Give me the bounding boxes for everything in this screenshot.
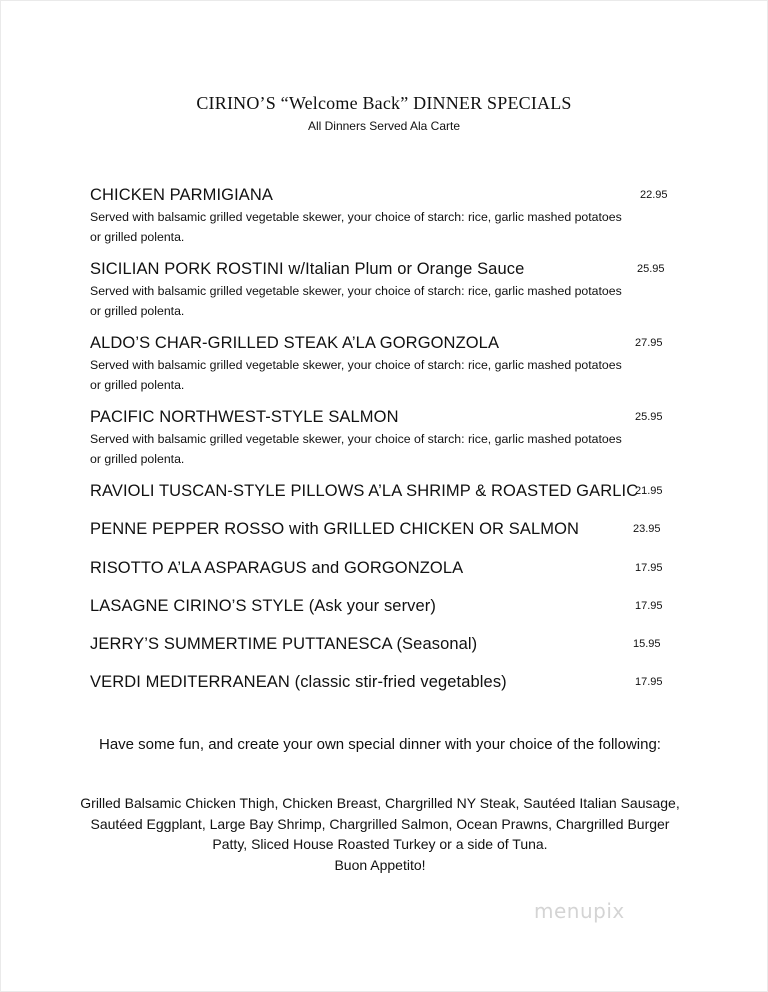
menu-item-description: Served with balsamic grilled vegetable skewer, your choice of starch: rice, garlic mashed potatoes or grilled polenta.	[90, 210, 622, 244]
menu-item	[90, 556, 670, 594]
menu-item-name: ALDO’S CHAR-GRILLED STEAK A’LA GORGONZOLA	[90, 334, 500, 352]
promo-closing: Buon Appetito!	[334, 856, 426, 873]
menu-item-price: 21.95	[635, 485, 663, 497]
menu-item-price: 22.95	[640, 189, 668, 201]
menu-item-name: PACIFIC NORTHWEST-STYLE SALMON	[90, 408, 399, 426]
promo-options-text: Grilled Balsamic Chicken Thigh, Chicken Breast, Chargrilled NY Steak, Sautéed Italian Sausage, Sautéed Eggplant, Large Bay Shrimp, Chargrilled Salmon, Ocean Prawns, Chargrilled Burger Patty, Sliced House Roasted Turkey or a side of Tuna.	[80, 795, 680, 852]
menu-item-price: 15.95	[633, 638, 661, 651]
menu-item-price: 25.95	[637, 263, 665, 275]
menu-item-description: Served with balsamic grilled vegetable skewer, your choice of starch: rice, garlic mashed potatoes or grilled polenta.	[90, 432, 622, 466]
menu-item	[90, 257, 670, 331]
menu-item-name: LASAGNE CIRINO’S STYLE (Ask your server)	[90, 596, 436, 615]
menu-item-description: Served with balsamic grilled vegetable skewer, your choice of starch: rice, garlic mashed potatoes or grilled polenta.	[90, 358, 622, 392]
menu-item-name: PENNE PEPPER ROSSO with GRILLED CHICKEN OR SALMON	[90, 520, 580, 539]
menu-subtitle: All Dinners Served Ala Carte	[307, 119, 461, 133]
menu-item-description: Served with balsamic grilled vegetable skewer, your choice of starch: rice, garlic mashed potatoes or grilled polenta.	[90, 284, 622, 318]
menu-item	[90, 594, 670, 632]
menu-item	[90, 517, 670, 555]
menu-item	[90, 405, 670, 479]
menu-item-price: 17.95	[635, 599, 663, 612]
menu-item-price: 17.95	[635, 561, 663, 574]
menu-item-price: 27.95	[635, 337, 663, 349]
menu-item-name: SICILIAN PORK ROSTINI w/Italian Plum or Orange Sauce	[90, 260, 525, 278]
menu-item	[90, 331, 670, 405]
menu-item	[90, 670, 670, 708]
menu-list	[90, 183, 670, 709]
menu-item-name: RISOTTO A’LA ASPARAGUS and GORGONZOLA	[90, 558, 464, 577]
menu-item	[90, 632, 670, 670]
menu-item-price: 23.95	[633, 523, 661, 536]
promo-section	[80, 793, 680, 875]
menu-title: CIRINO’S “Welcome Back” DINNER SPECIALS	[196, 93, 572, 113]
menu-item-name: RAVIOLI TUSCAN-STYLE PILLOWS A’LA SHRIMP & ROASTED GARLIC	[90, 482, 639, 500]
menu-item	[90, 183, 670, 257]
promo-heading: Have some fun, and create your own special dinner with your choice of the following:	[99, 736, 661, 753]
menu-item-name: VERDI MEDITERRANEAN (classic stir-fried vegetables)	[90, 673, 507, 692]
menu-item-price: 25.95	[635, 411, 663, 423]
menu-item-name: CHICKEN PARMIGIANA	[90, 186, 274, 204]
menu-item-price: 17.95	[635, 676, 663, 689]
watermark-logo: menupix	[534, 899, 625, 923]
menu-item-name: JERRY’S SUMMERTIME PUTTANESCA (Seasonal)	[90, 635, 478, 654]
menu-item	[90, 479, 670, 517]
